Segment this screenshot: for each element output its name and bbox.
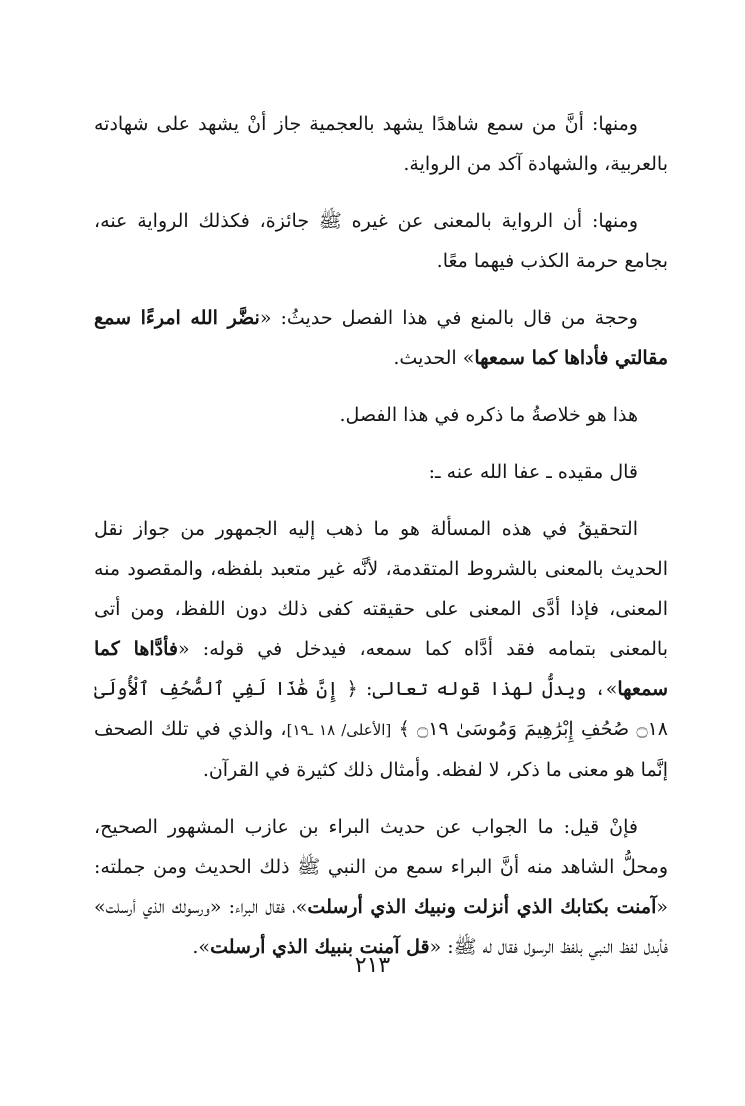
- paragraph-text: التحقيقُ في هذه المسألة هو ما ذهب إليه الجمهور من جواز نقل الحديث بالمعنى بالشروط المتقدمة، لأنَّه غير متعبد بلفظه، والمقصود منه المعنى، فإذا أدَّى المعنى على حقيقته كفى ذلك دون اللفظ، ومن أتى بالمعنى بتمامه فقد أدَّاه كما سمعه، فيدخل في قوله: «: [94, 518, 668, 660]
- page-body: [94, 104, 668, 984]
- paragraph-text: قال مقيده ـ عفا الله عنه ـ:: [428, 461, 638, 483]
- paragraph-author-heading: [94, 452, 668, 492]
- paragraph-objection: [94, 807, 668, 967]
- paragraph-text: هذا هو خلاصةُ ما ذكره في هذا الفصل.: [339, 404, 638, 426]
- paragraph-text: » الحديث.: [393, 347, 475, 369]
- paragraph-verification: [94, 509, 668, 790]
- page-number: ٢١٣: [354, 953, 391, 978]
- quran-verse: »، ويدلُّ لهذا قوله تعالى: ﴿ إِنَّ هَٰذَا لَفِي ٱلصُّحُفِ ٱلْأُولَىٰ ۝١٨ صُحُفِ إِبْرَٰهِيمَ وَمُوسَىٰ ۝١٩ ﴾: [94, 678, 668, 740]
- paragraph-text: ومنها: أن الرواية بالمعنى عن غيره ﷺ جائزة، فكذلك الرواية عنه، بجامع حرمة الكذب فيهما معًا.: [94, 210, 668, 272]
- paragraph-text: ، والذي في تلك الصحف إنَّما هو معنى ما ذكر، لا لفظه. وأمثال ذلك كثيرة في القرآن.: [94, 718, 668, 781]
- hadith-quote: قل آمنت بنبيك الذي أرسلت: [210, 936, 430, 958]
- paragraph-prohibition-argument: [94, 298, 668, 378]
- verse-reference: [الأعلى/ ١٨ ـ١٩]: [286, 721, 392, 739]
- paragraph-text: ومنها: أنَّ من سمع شاهدًا يشهد بالعجمية جاز أنْ يشهد على شهادته بالعربية، والشهادة آكد من الرواية.: [94, 113, 668, 175]
- paragraph-text: »، فقال البراء: «ورسولك الذي أرسلت» فأبدل لفظ النبي بلفظ الرسول فقال له ﷺ: «: [94, 896, 668, 958]
- paragraph-text: ».: [192, 936, 211, 958]
- paragraph-summary: [94, 395, 668, 435]
- hadith-quote: آمنت بكتابك الذي أنزلت ونبيك الذي أرسلت: [307, 896, 657, 918]
- hadith-quote: فأدَّاها كما سمعها: [94, 638, 668, 700]
- paragraph-text: فإنْ قيل: ما الجواب عن حديث البراء بن عازب المشهور الصحيح، ومحلُّ الشاهد منه أنَّ البراء سمع من النبي ﷺ ذلك الحديث ومن جملته: «: [94, 816, 668, 918]
- paragraph-witness-language: [94, 104, 668, 184]
- hadith-quote: نضَّر الله امرءًا سمع مقالتي فأداها كما سمعها: [94, 307, 668, 369]
- paragraph-narration-meaning: [94, 201, 668, 281]
- paragraph-text: وحجة من قال بالمنع في هذا الفصل حديثُ: «: [259, 307, 638, 329]
